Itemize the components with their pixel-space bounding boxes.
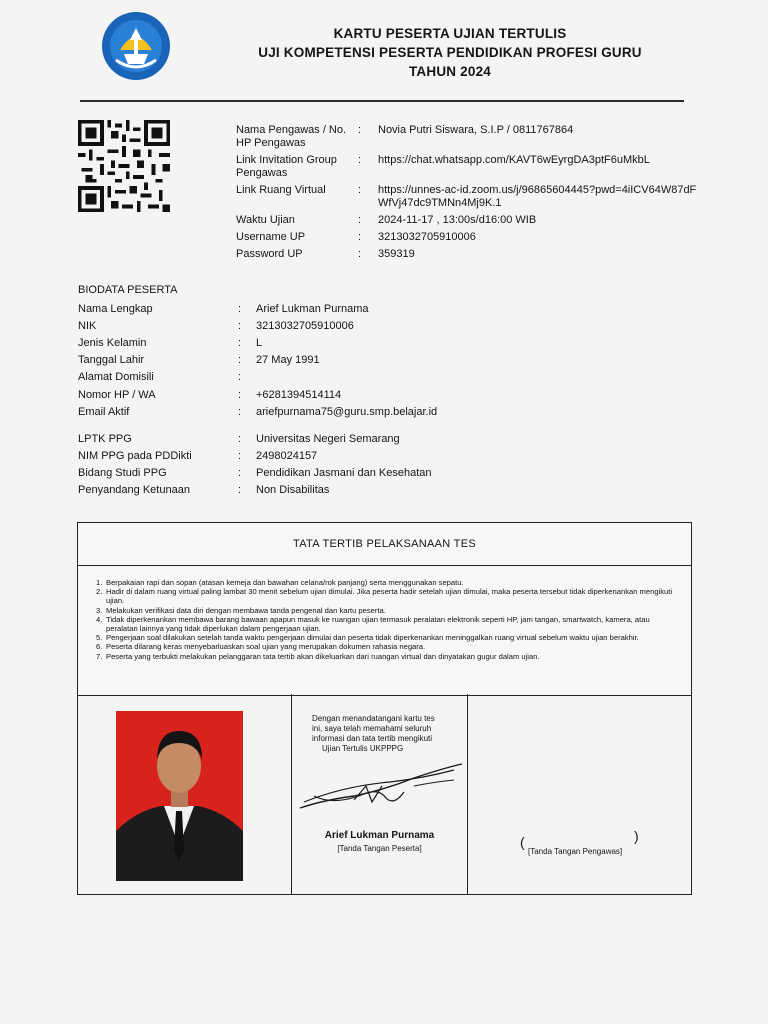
info-label: Username UP — [236, 231, 306, 243]
biodata-separator: : — [238, 388, 242, 401]
rule-number: 3. — [96, 605, 103, 615]
biodata-separator: : — [238, 354, 242, 367]
biodata-separator: : — [238, 371, 242, 384]
biodata-label: Nama Lengkap — [78, 302, 153, 315]
biodata-value: Non Disabilitas — [256, 484, 330, 497]
biodata-value: L — [256, 336, 263, 349]
info-row-group-link — [236, 154, 706, 180]
biodata-row — [78, 386, 698, 403]
info-label: Password UP — [236, 248, 303, 260]
rule-number: 6. — [96, 642, 103, 652]
signature-row — [77, 694, 692, 895]
rule-text: Peserta yang terbukti melakukan pelanggaran tata tertib akan dikeluarkan dari ruangan virtual dan dinyatakan gugur dalam ujian. — [106, 651, 540, 661]
biodata-row — [78, 482, 698, 499]
biodata-value: +6281394514114 — [256, 388, 342, 401]
biodata-label: Bidang Studi PPG — [78, 467, 167, 480]
biodata-row — [78, 334, 698, 351]
info-separator: : — [358, 214, 362, 226]
info-value: 2024-11-17 , 13:00s/d16:00 WIB — [378, 214, 537, 226]
rule-text: Berpakaian rapi dan sopan (atasan kemeja dan bawahan celana/rok panjang) serta menggunakan sepatu. — [106, 578, 464, 587]
biodata-row — [78, 403, 698, 420]
rule-item — [96, 633, 681, 642]
statement-line: Ujian Tertulis UKPPPG — [322, 744, 404, 753]
statement-line: Dengan menandatangani kartu tes — [312, 714, 435, 723]
statement-line: ini, saya telah memahami seluruh — [312, 724, 432, 733]
biodata-label: Penyandang Ketunaan — [78, 484, 190, 497]
rule-item — [96, 642, 681, 651]
header-title: KARTU PESERTA UJIAN TERTULIS — [333, 26, 567, 41]
rules-title: TATA TERTIB PELAKSANAAN TES — [78, 523, 691, 566]
rule-text: Tidak diperkenankan membawa barang bawaan apapun masuk ke ruangan ujian termasuk peralatan elektronik seperti HP, jam tangan, smartwatch, kamera, atau peralatan lainnya yang tidak diperlukan dalam pengerjaan ujian. — [106, 614, 650, 634]
rules-box — [77, 522, 692, 696]
biodata-separator: : — [238, 484, 242, 497]
biodata-label: Nomor HP / WA — [78, 388, 156, 401]
participant-photo — [116, 711, 243, 881]
info-value: 3213032705910006 — [378, 231, 476, 243]
rule-text: Pengerjaan soal dilakukan setelah tanda waktu pengerjaan dimulai dan peserta tidak diperkenankan meninggalkan ruang virtual sebelum waktu ujian berakhir. — [106, 633, 639, 643]
rule-number: 2. — [96, 587, 103, 597]
biodata-separator: : — [238, 467, 242, 480]
biodata-separator: : — [238, 450, 242, 463]
header-year: TAHUN 2024 — [408, 64, 492, 79]
biodata-row — [78, 317, 698, 334]
biodata-label: NIM PPG pada PDDikti — [78, 450, 192, 463]
info-row-username — [236, 231, 706, 244]
statement-line: informasi dan tata tertib mengikuti — [312, 734, 433, 743]
supervisor-signature-cell — [468, 694, 691, 894]
biodata-separator: : — [238, 302, 242, 315]
biodata-table — [78, 300, 698, 499]
biodata-label: Jenis Kelamin — [78, 336, 147, 349]
biodata-row — [78, 430, 698, 447]
biodata-row — [78, 369, 698, 386]
biodata-separator: : — [238, 319, 242, 332]
biodata-title: BIODATA PESERTA — [78, 284, 178, 296]
rule-item — [96, 587, 681, 605]
biodata-label: Tanggal Lahir — [78, 354, 145, 367]
rule-number: 4. — [96, 614, 103, 624]
info-value: 359319 — [378, 248, 415, 260]
participant-signature-caption: [Tanda Tangan Peserta] — [337, 844, 422, 853]
biodata-separator: : — [238, 336, 242, 349]
biodata-separator: : — [238, 432, 242, 445]
rule-item — [96, 606, 681, 615]
rule-number: 7. — [96, 651, 103, 661]
handwritten-signature — [294, 756, 466, 816]
rules-list — [96, 578, 681, 661]
biodata-value: Universitas Negeri Semarang — [256, 432, 400, 445]
info-value: Novia Putri Siswara, S.I.P / 0811767864 — [378, 124, 574, 136]
biodata-label: NIK — [78, 319, 97, 332]
info-separator: : — [358, 248, 362, 260]
paren-close: ) — [634, 828, 639, 844]
info-separator: : — [358, 184, 362, 196]
biodata-label: LPTK PPG — [78, 432, 132, 445]
biodata-label: Email Aktif — [78, 405, 130, 418]
biodata-value: 2498024157 — [256, 450, 318, 463]
zoom-room-link[interactable]: https://unnes-ac-id.zoom.us/j/96865604445?pwd=4iICV64W87dFWfVj47dc9TMNn4Mj9K.1 — [378, 184, 697, 209]
biodata-value: 3213032705910006 — [256, 319, 354, 332]
biodata-spacer — [78, 420, 698, 430]
info-separator: : — [358, 154, 362, 166]
info-label: Nama Pengawas / No. HP Pengawas — [236, 124, 347, 149]
biodata-separator: : — [238, 405, 242, 418]
rule-item — [96, 652, 681, 661]
rule-number: 5. — [96, 633, 103, 643]
biodata-value: Arief Lukman Purnama — [256, 302, 369, 315]
rule-item — [96, 615, 681, 633]
rule-item — [96, 578, 681, 587]
paren-open: ( — [520, 834, 525, 850]
biodata-value: ariefpurnama75@guru.smp.belajar.id — [256, 405, 438, 418]
photo-cell — [78, 694, 292, 894]
tut-wuri-handayani-logo — [98, 10, 174, 82]
rule-text: Hadir di dalam ruang virtual paling lambat 30 menit sebelum ujian dimulai. Jika peserta hadir setelah ujian dimulai, maka peserta tersebut tidak diperkenankan mengikuti ujian. — [106, 587, 673, 606]
biodata-value: Pendidikan Jasmani dan Kesehatan — [256, 467, 432, 480]
header-subtitle: UJI KOMPETENSI PESERTA PENDIDIKAN PROFESI GURU — [258, 45, 642, 60]
info-separator: : — [358, 231, 362, 243]
signature-statement — [312, 714, 462, 754]
info-label: Link Invitation Group Pengawas — [236, 154, 337, 179]
rule-text: Melakukan verifikasi data diri dengan membawa tanda pengenal dan kartu peserta. — [106, 605, 386, 615]
info-label: Waktu Ujian — [236, 214, 295, 226]
exam-info-table — [236, 124, 706, 265]
biodata-value: 27 May 1991 — [256, 354, 320, 367]
info-separator: : — [358, 124, 362, 136]
header-divider — [80, 100, 684, 102]
info-row-virtual-room — [236, 184, 706, 210]
info-label: Link Ruang Virtual — [236, 184, 326, 196]
biodata-row — [78, 300, 698, 317]
info-row-exam-time — [236, 214, 706, 227]
participant-name: Arief Lukman Purnama — [324, 830, 435, 841]
biodata-row — [78, 465, 698, 482]
biodata-row — [78, 352, 698, 369]
biodata-label: Alamat Domisili — [78, 371, 154, 384]
rule-text: Peserta dilarang keras menyebarluaskan soal ujian yang merupakan dokumen rahasia negara. — [106, 642, 426, 652]
qr-code — [78, 120, 170, 212]
biodata-row — [78, 448, 698, 465]
rule-number: 1. — [96, 578, 103, 587]
participant-signature-cell — [292, 694, 468, 894]
card-header — [240, 24, 660, 81]
supervisor-signature-caption: [Tanda Tangan Pengawas] — [528, 847, 623, 856]
whatsapp-group-link[interactable]: https://chat.whatsapp.com/KAVT6wEyrgDA3ptF6uMkbL — [378, 154, 650, 166]
info-row-supervisor — [236, 124, 706, 150]
info-row-password — [236, 248, 706, 261]
